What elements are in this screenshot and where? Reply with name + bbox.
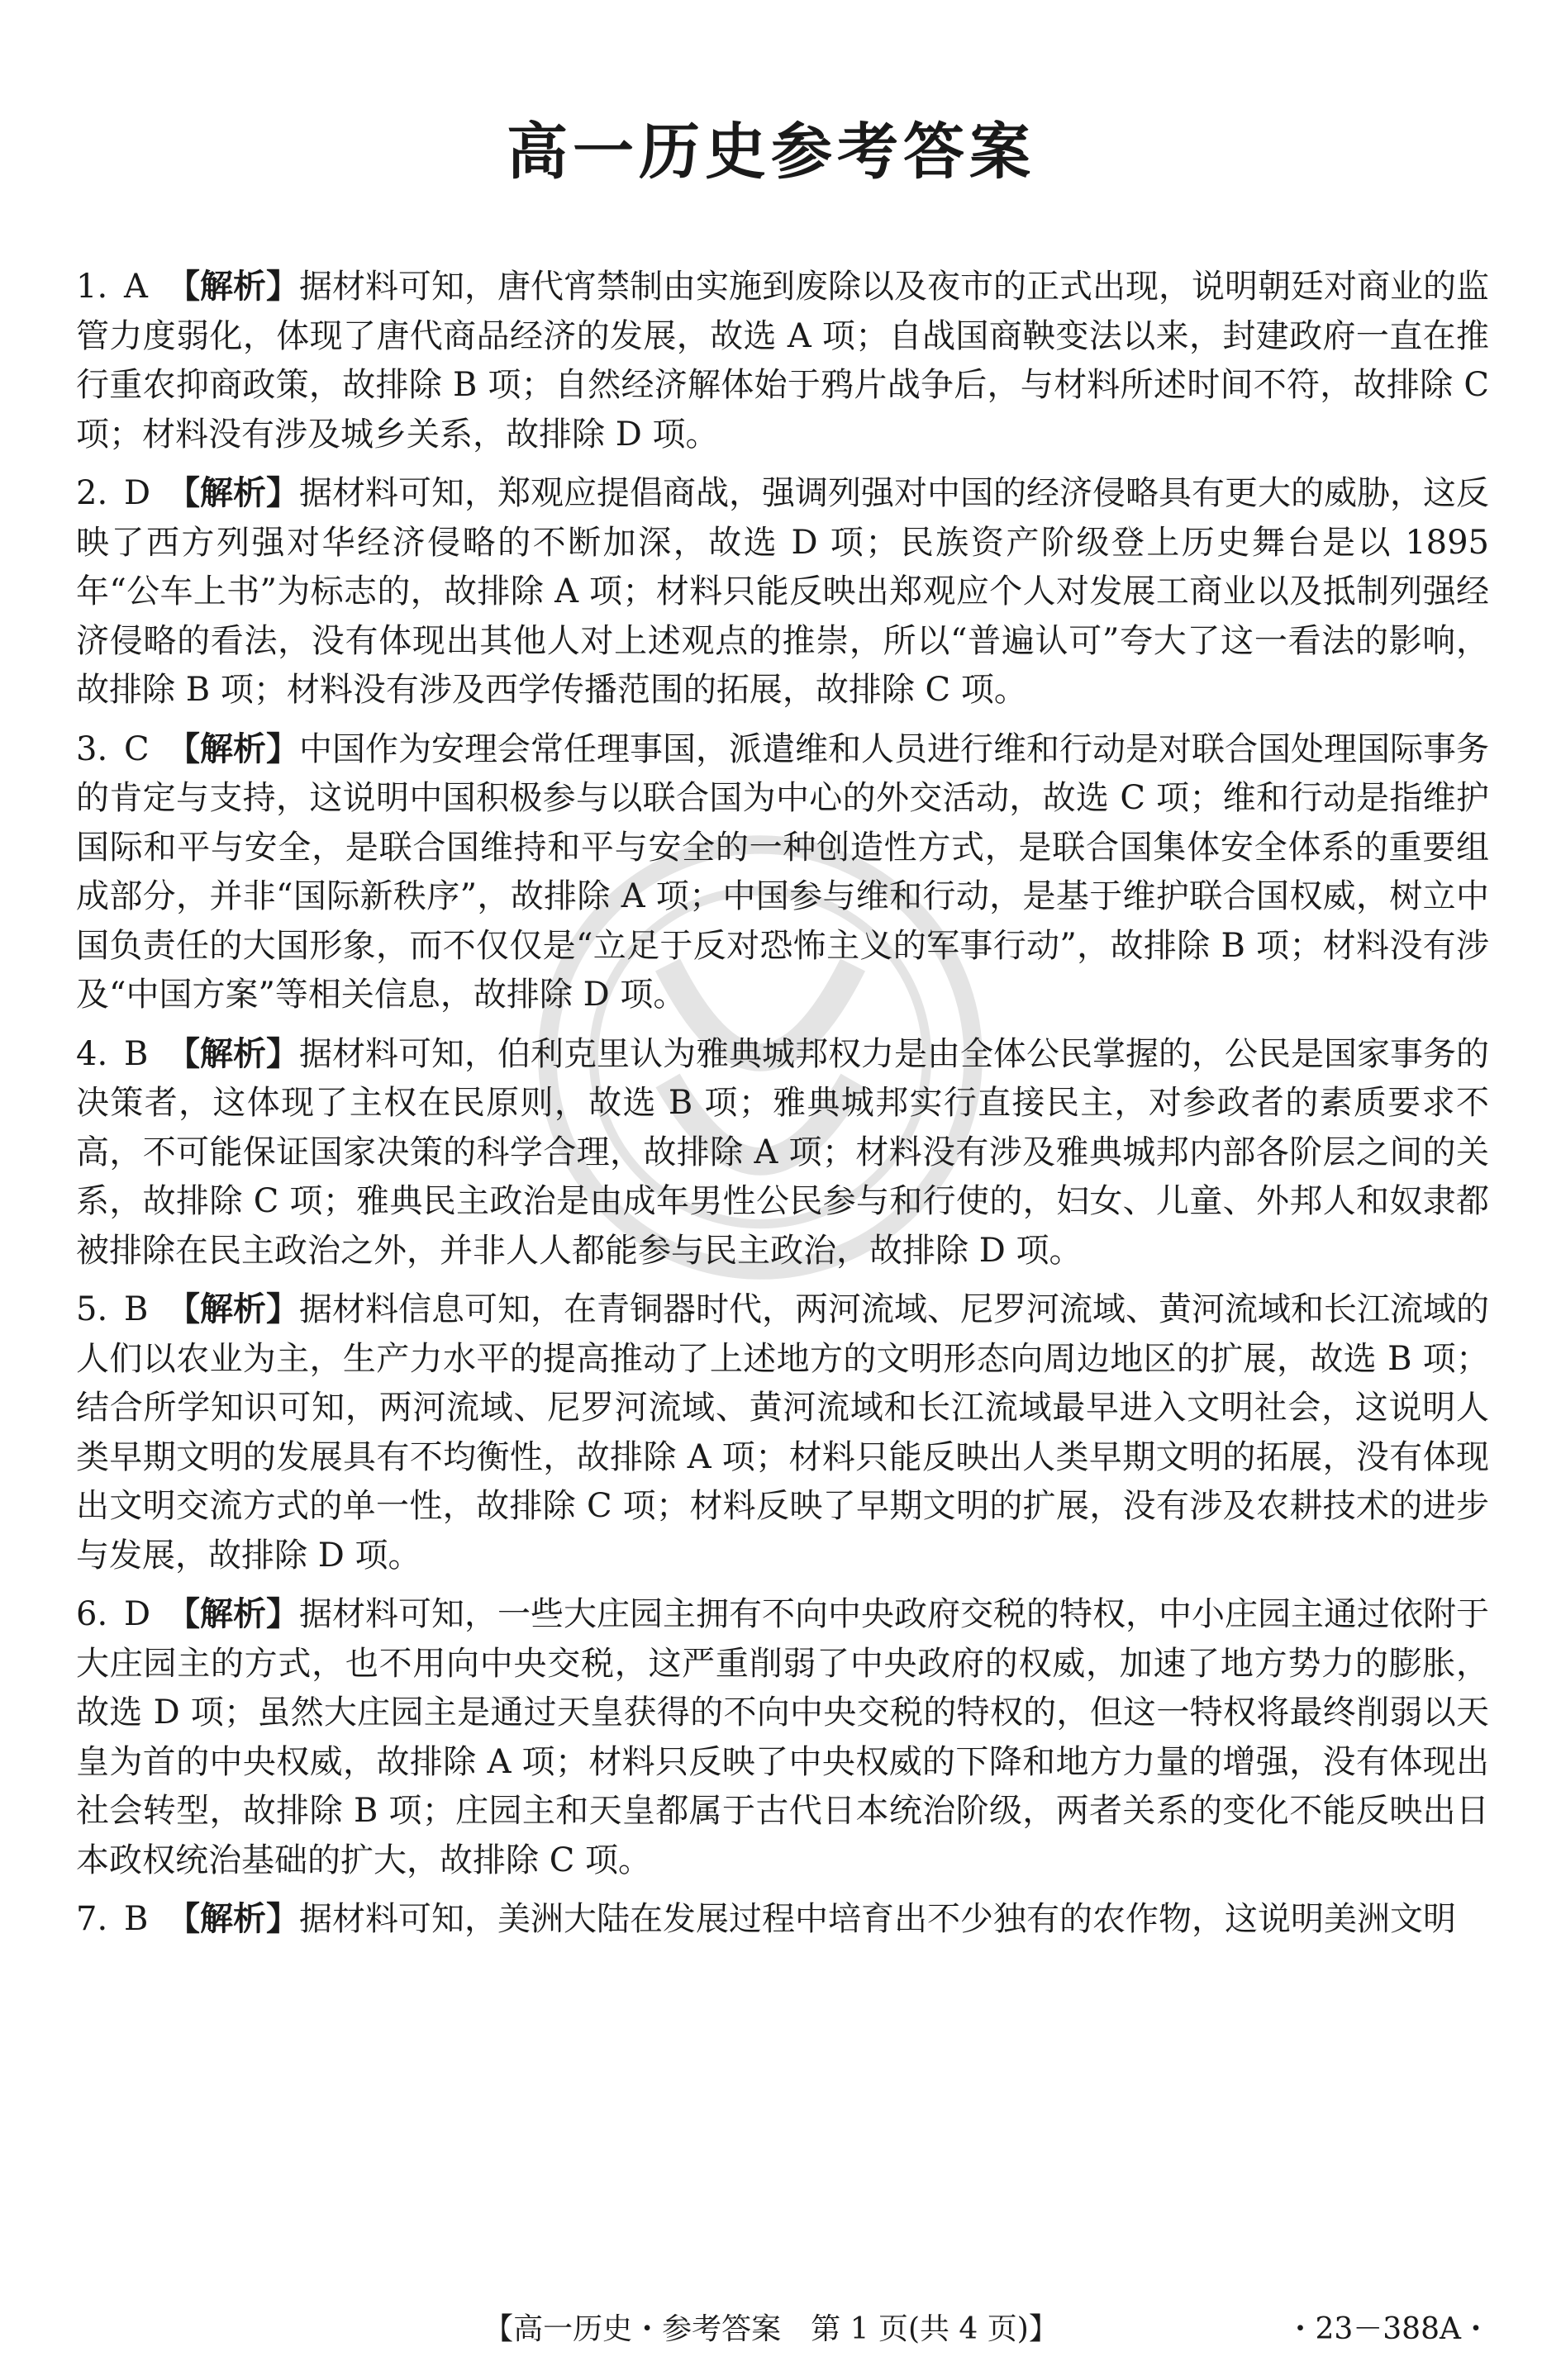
footer-page-info: 【高一历史・参考答案 第 1 页(共 4 页)】 [483,2312,1059,2346]
analysis-label: 【解析】 [167,1595,299,1633]
answer-item [76,1285,1489,1580]
analysis-label: 【解析】 [167,474,299,512]
answer-number: 2. [76,474,108,512]
answer-number: 4. [76,1034,108,1073]
analysis-text: 据材料可知，一些大庄园主拥有不向中央政府交税的特权，中小庄园主通过依附于大庄园主的方式，也不用向中央交税，这严重削弱了中央政府的权威，加速了地方势力的膨胀，故选 D 项；虽然大庄园主是通过天皇获得的不向中央交税的特权的，但这一特权将最终削弱以天皇为首的中央权威，故排除 A 项；材料只反映了中央权威的下降和地方力量的增强，没有体现出社会转型，故排除 B 项；庄园主和天皇都属于古代日本统治阶级，两者关系的变化不能反映出日本政权统治基础的扩大，故排除 C 项。 [76,1595,1489,1879]
answer-item [76,1030,1489,1276]
analysis-label: 【解析】 [167,268,299,306]
analysis-text: 据材料可知，郑观应提倡商战，强调列强对中国的经济侵略具有更大的威胁，这反映了西方列强对华经济侵略的不断加深，故选 D 项；民族资产阶级登上历史舞台是以 1895 年“公车上书”为标志的，故排除 A 项；材料只能反映出郑观应个人对发展工商业以及抵制列强经济侵略的看法，没有体现出其他人对上述观点的推崇，所以“普遍认可”夸大了这一看法的影响，故排除 B 项；材料没有涉及西学传播范围的拓展，故排除 C 项。 [76,474,1489,709]
answer-list [76,263,1489,1955]
answer-number: 5. [76,1290,108,1328]
footer-code: ・23－388A・ [1285,2312,1491,2346]
answer-choice: D [124,1595,151,1633]
answer-choice: A [124,268,148,306]
answer-choice: C [124,729,150,768]
page-footer [0,2309,1542,2350]
answer-choice: D [124,474,151,512]
answer-choice: B [124,1034,149,1073]
answer-item [76,725,1489,1020]
analysis-text: 据材料信息可知，在青铜器时代，两河流域、尼罗河流域、黄河流域和长江流域的人们以农业为主，生产力水平的提高推动了上述地方的文明形态向周边地区的扩展，故选 B 项；结合所学知识可知，两河流域、尼罗河流域、黄河流域和长江流域最早进入文明社会，这说明人类早期文明的发展具有不均衡性，故排除 A 项；材料只能反映出人类早期文明的拓展，没有体现出文明交流方式的单一性，故排除 C 项；材料反映了早期文明的扩展，没有涉及农耕技术的进步与发展，故排除 D 项。 [76,1290,1489,1575]
answer-number: 6. [76,1595,108,1633]
analysis-label: 【解析】 [167,1034,299,1073]
page-title: 高一历史参考答案 [507,116,1035,188]
answer-number: 1. [76,268,108,306]
answer-choice: B [124,1900,149,1938]
analysis-label: 【解析】 [167,729,299,768]
analysis-label: 【解析】 [167,1290,299,1328]
analysis-text: 据材料可知，唐代宵禁制由实施到废除以及夜市的正式出现，说明朝廷对商业的监管力度弱化，体现了唐代商品经济的发展，故选 A 项；自战国商鞅变法以来，封建政府一直在推行重农抑商政策，故排除 B 项；自然经济解体始于鸦片战争后，与材料所述时间不符，故排除 C 项；材料没有涉及城乡关系，故排除 D 项。 [76,268,1489,454]
analysis-text: 中国作为安理会常任理事国，派遣维和人员进行维和行动是对联合国处理国际事务的肯定与支持，这说明中国积极参与以联合国为中心的外交活动，故选 C 项；维和行动是指维护国际和平与安全，是联合国维持和平与安全的一种创造性方式，是联合国集体安全体系的重要组成部分，并非“国际新秩序”，故排除 A 项；中国参与维和行动，是基于维护联合国权威，树立中国负责任的大国形象，而不仅仅是“立足于反对恐怖主义的军事行动”，故排除 B 项；材料没有涉及“中国方案”等相关信息，故排除 D 项。 [76,729,1489,1014]
analysis-text: 据材料可知，伯利克里认为雅典城邦权力是由全体公民掌握的，公民是国家事务的决策者，这体现了主权在民原则，故选 B 项；雅典城邦实行直接民主，对参政者的素质要求不高，不可能保证国家决策的科学合理，故排除 A 项；材料没有涉及雅典城邦内部各阶层之间的关系，故排除 C 项；雅典民主政治是由成年男性公民参与和行使的，妇女、儿童、外邦人和奴隶都被排除在民主政治之外，并非人人都能参与民主政治，故排除 D 项。 [76,1034,1489,1270]
analysis-label: 【解析】 [167,1900,299,1938]
answer-item [76,263,1489,459]
answer-number: 7. [76,1900,108,1938]
analysis-text: 据材料可知，美洲大陆在发展过程中培育出不少独有的农作物，这说明美洲文明 [299,1900,1456,1938]
answer-item [76,469,1489,715]
answer-choice: B [124,1290,149,1328]
answer-number: 3. [76,729,108,768]
answer-item [76,1590,1489,1885]
answer-item [76,1895,1489,1945]
